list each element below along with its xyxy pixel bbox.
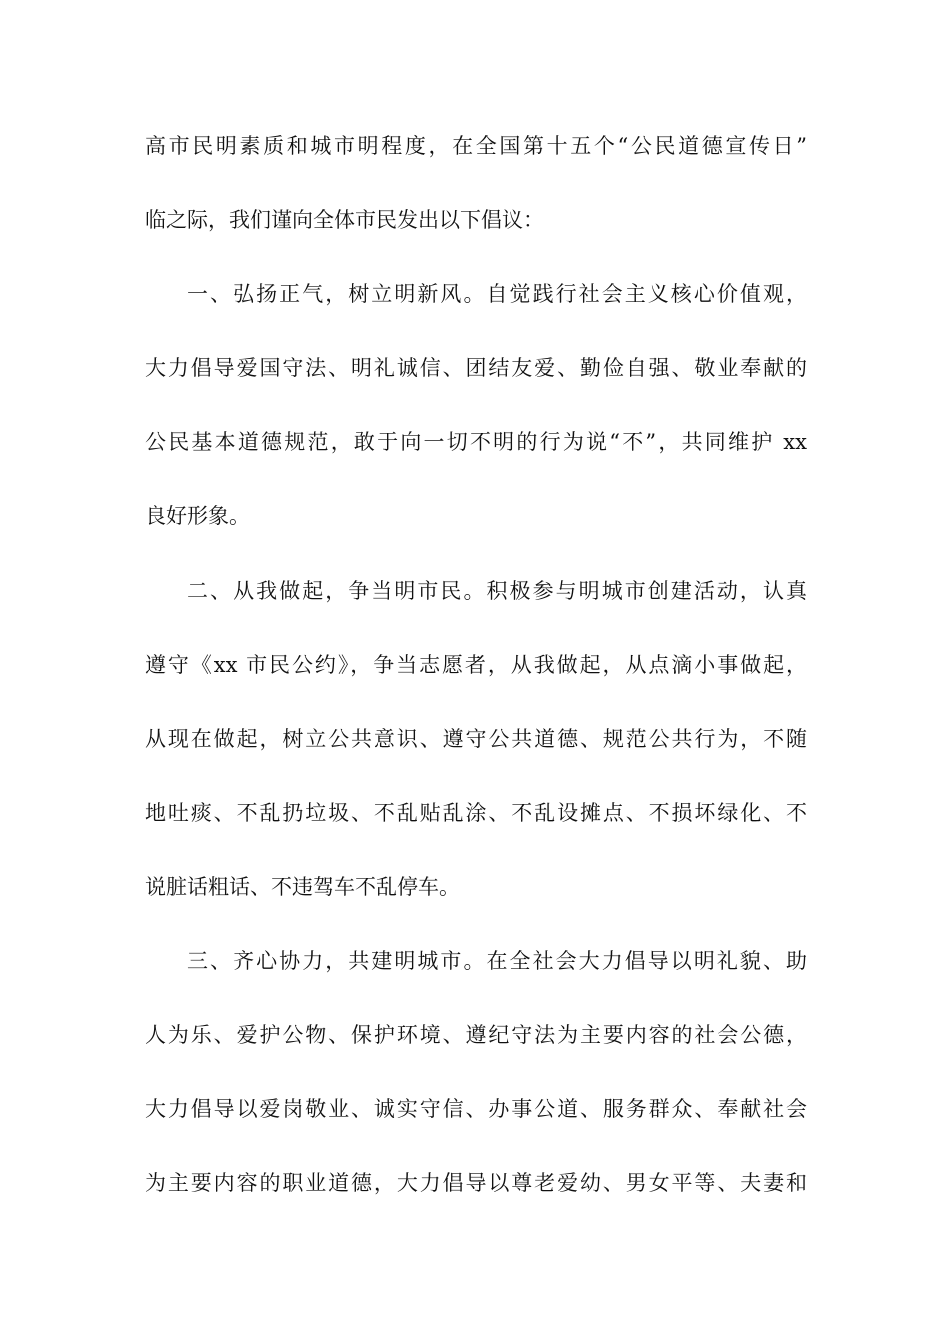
text-line: 公民基本道德规范，敢于向一切不明的行为说“不”，共同维护 xx xyxy=(145,430,807,455)
document-body xyxy=(145,124,807,1235)
paragraph-two-start: 二、从我做起，争当明市民。积极参与明城市创建活动，认真 xyxy=(187,578,807,603)
text-line: 高市民明素质和城市明程度，在全国第十五个“公民道德宣传日” xyxy=(145,134,807,158)
paragraph-one-start: 一、弘扬正气，树立明新风。自觉践行社会主义核心价值观， xyxy=(187,282,807,307)
text-line: 临之际，我们谨向全体市民发出以下倡议： xyxy=(145,208,544,233)
text-line: 人为乐、爱护公物、保护环境、遵纪守法为主要内容的社会公德， xyxy=(145,1023,807,1048)
text-line: 说脏话粗话、不违驾车不乱停车。 xyxy=(145,874,460,899)
text-line: 大力倡导以爱岗敬业、诚实守信、办事公道、服务群众、奉献社会 xyxy=(145,1097,807,1122)
text-line: 为主要内容的职业道德，大力倡导以尊老爱幼、男女平等、夫妻和 xyxy=(145,1171,807,1196)
text-line: 良好形象。 xyxy=(145,504,250,529)
text-line: 大力倡导爱国守法、明礼诚信、团结友爱、勤俭自强、敬业奉献的 xyxy=(145,356,807,381)
text-line: 从现在做起，树立公共意识、遵守公共道德、规范公共行为，不随 xyxy=(145,726,807,751)
text-line: 遵守《xx 市民公约》，争当志愿者，从我做起，从点滴小事做起， xyxy=(145,652,807,677)
text-line: 地吐痰、不乱扔垃圾、不乱贴乱涂、不乱设摊点、不损坏绿化、不 xyxy=(145,800,807,825)
paragraph-three-start: 三、齐心协力，共建明城市。在全社会大力倡导以明礼貌、助 xyxy=(187,949,807,974)
